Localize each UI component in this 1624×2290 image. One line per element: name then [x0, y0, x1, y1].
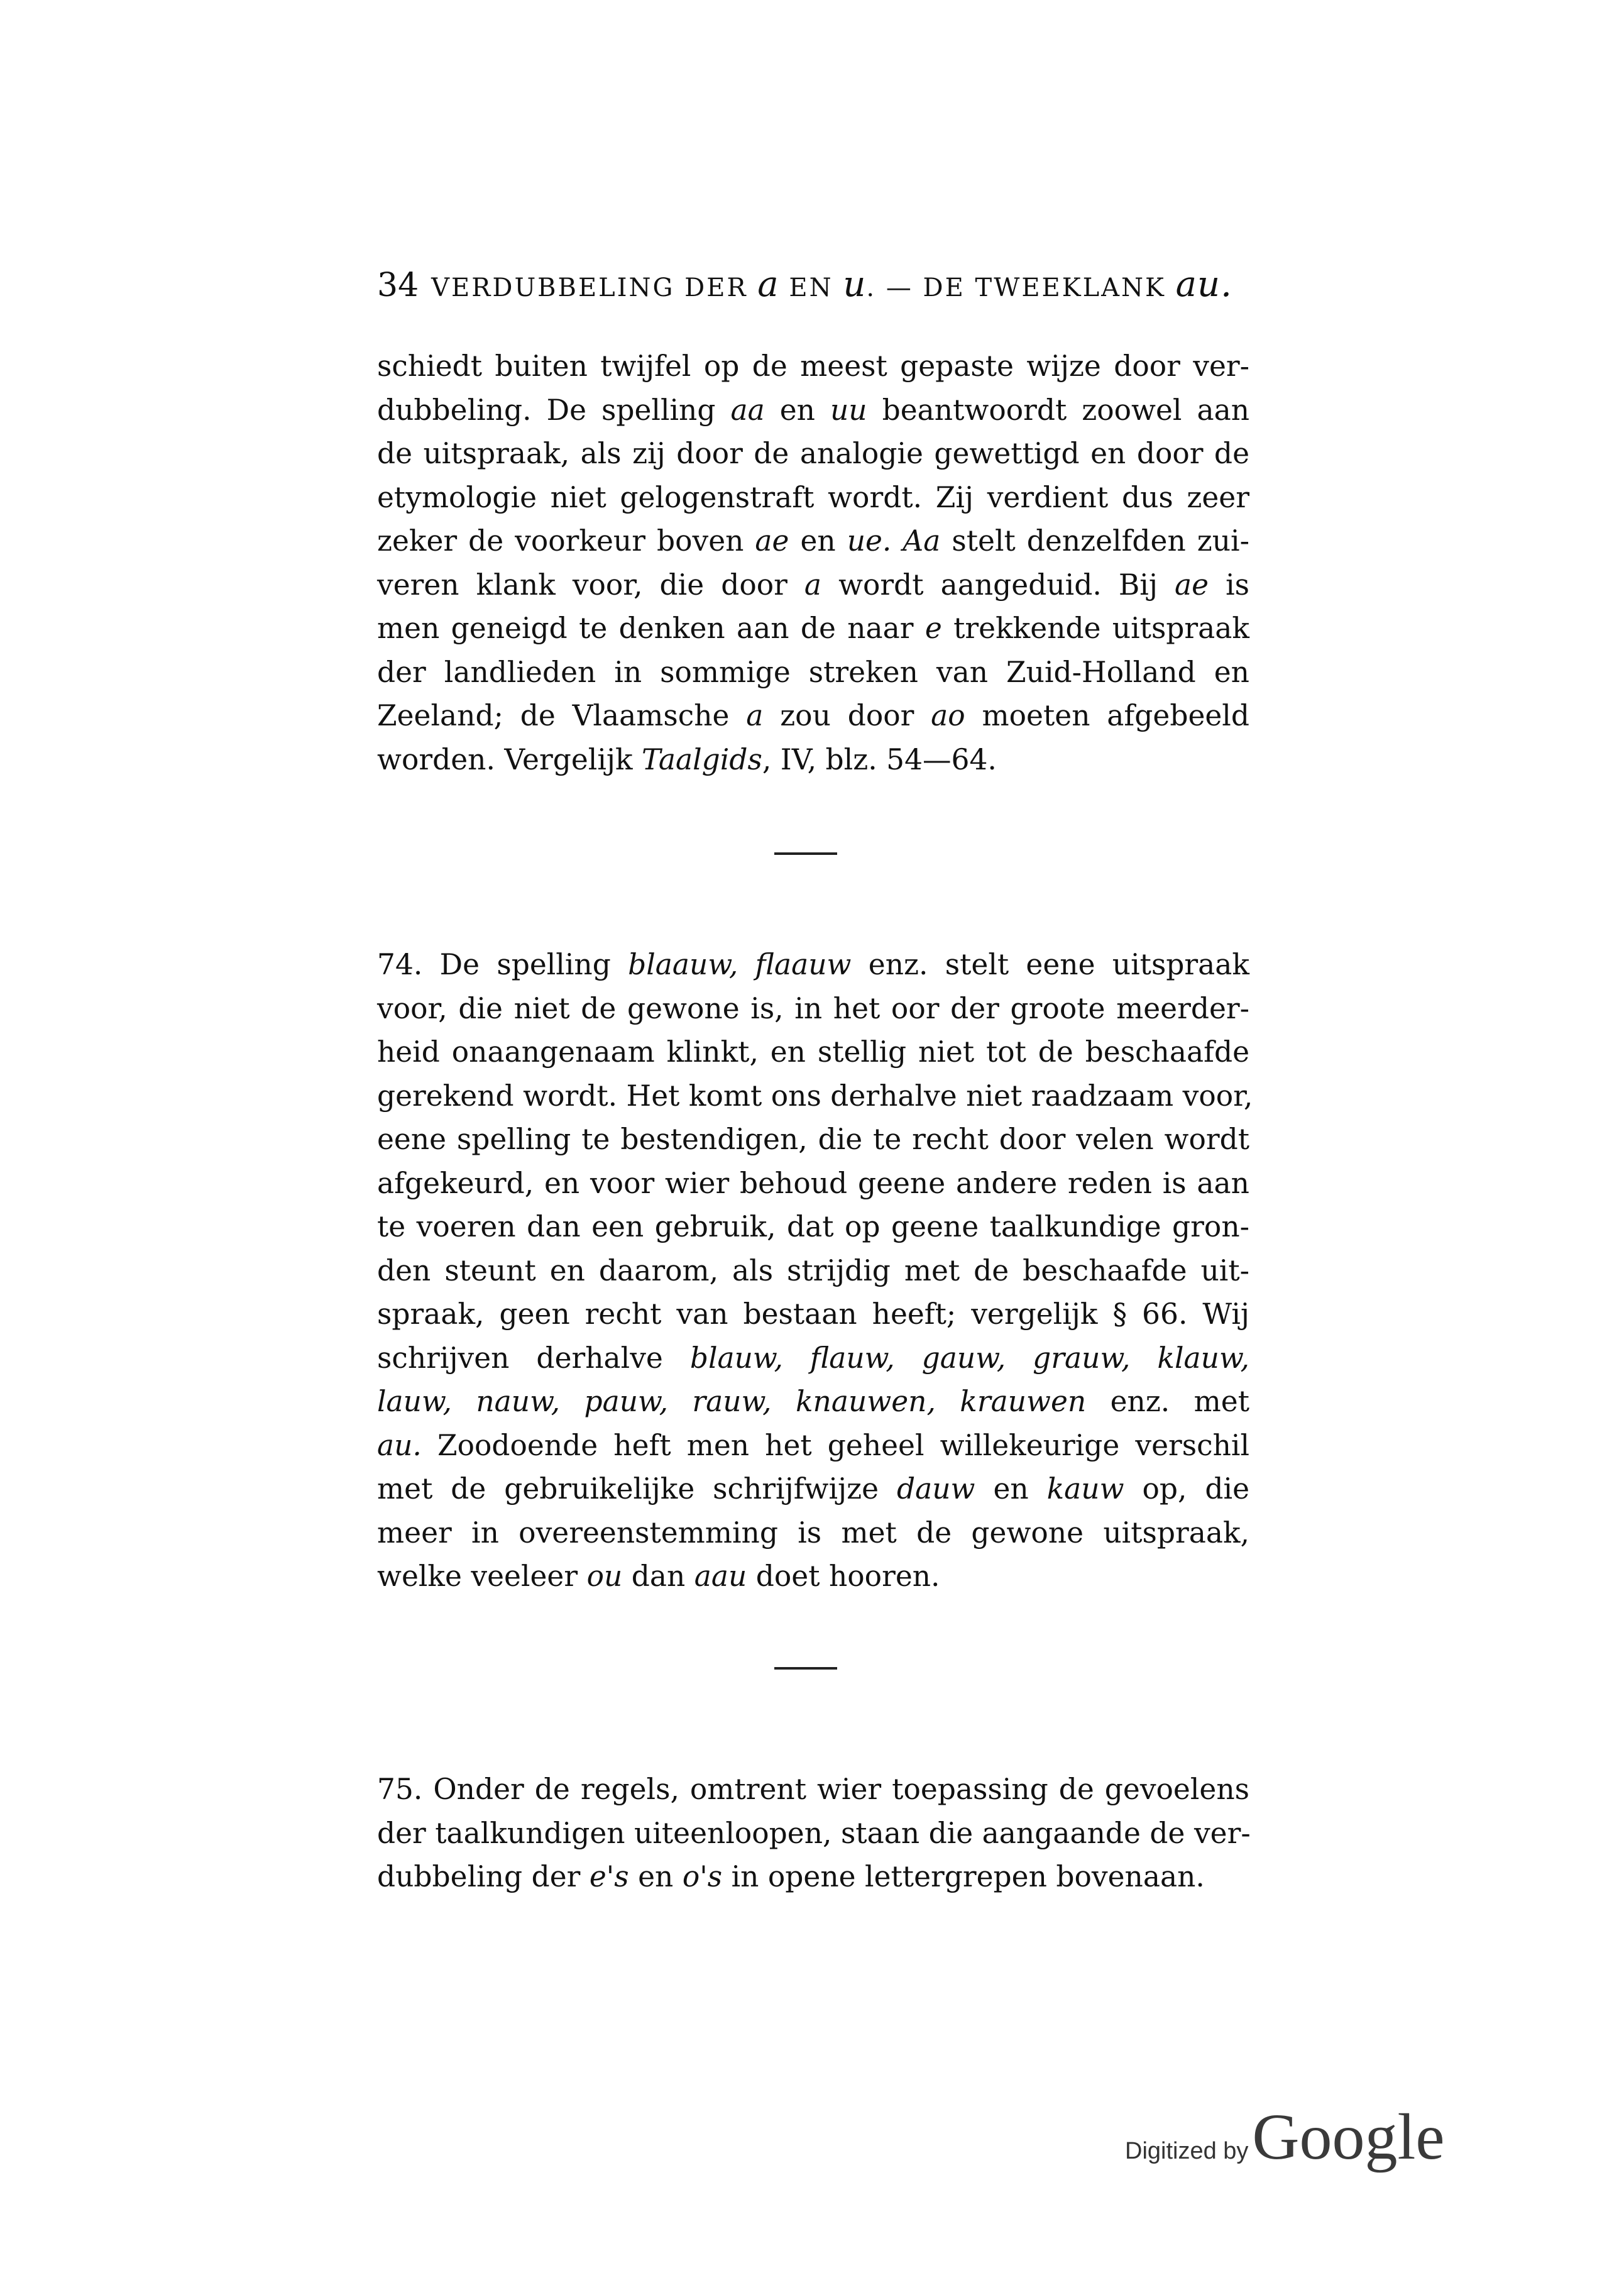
- text-line: spraak, geen recht van bestaan heeft; vergelijk § 66. Wij: [377, 1297, 1249, 1331]
- digitized-by-label: Digitized by: [1125, 2138, 1249, 2164]
- text-line: eene spelling te bestendigen, die te recht door velen wordt: [377, 1123, 1249, 1156]
- text-line: der taalkundigen uiteenloopen, staan die aangaande de ver-: [377, 1816, 1251, 1850]
- text-line: 75. Onder de regels, omtrent wier toepassing de gevoelens: [377, 1773, 1249, 1806]
- running-head-en: EN: [779, 273, 843, 302]
- text-line: veren klank voor, die door a wordt aangeduid. Bij ae is: [377, 568, 1249, 602]
- running-head-tweeklank: . — DE TWEEKLANK: [866, 273, 1176, 302]
- section-divider: [774, 1667, 837, 1670]
- paragraph-continuation: [377, 344, 1249, 781]
- running-head: [377, 264, 1232, 305]
- text-line: men geneigd te denken aan de naar e trekkende uitspraak: [377, 612, 1249, 645]
- text-line: de uitspraak, als zij door de analogie gewettigd en door de: [377, 437, 1249, 470]
- text-line: dubbeling. De spelling aa en uu beantwoordt zoowel aan: [377, 393, 1249, 427]
- text-line: der landlieden in sommige streken van Zuid-Holland en: [377, 655, 1249, 689]
- text-line: meer in overeenstemming is met de gewone uitspraak,: [377, 1516, 1249, 1550]
- page-number: 34: [377, 267, 419, 304]
- running-head-a: a: [757, 264, 779, 305]
- text-line: etymologie niet gelogenstraft wordt. Zij verdient dus zeer: [377, 480, 1249, 514]
- running-head-u: u: [843, 264, 867, 305]
- text-line: afgekeurd, en voor wier behoud geene andere reden is aan: [377, 1166, 1249, 1200]
- running-head-text: VERDUBBELING DER: [431, 273, 758, 302]
- text-line: met de gebruikelijke schrijfwijze dauw en kauw op, die: [377, 1472, 1249, 1506]
- paragraph-74: [377, 943, 1253, 1599]
- text-line: welke veeleer ou dan aau doet hooren.: [377, 1560, 940, 1593]
- text-line: den steunt en daarom, als strijdig met de beschaafde uit-: [377, 1253, 1249, 1287]
- paragraph-75: [377, 1768, 1249, 1899]
- text-line: voor, die niet de gewone is, in het oor der groote meerder-: [377, 991, 1249, 1025]
- text-line: gerekend wordt. Het komt ons derhalve niet raadzaam voor,: [377, 1079, 1253, 1113]
- text-line: worden. Vergelijk Taalgids, IV, blz. 54—64.: [377, 742, 997, 776]
- digitized-by-google-watermark: [1125, 2100, 1477, 2175]
- text-line: heid onaangenaam klinkt, en stellig niet tot de beschaafde: [377, 1035, 1249, 1069]
- text-line: dubbeling der e's en o's in opene lettergrepen bovenaan.: [377, 1860, 1205, 1893]
- text-line: schiedt buiten twijfel op de meest gepaste wijze door ver-: [377, 350, 1249, 383]
- google-logo: Google: [1252, 2101, 1445, 2173]
- text-line: zeker de voorkeur boven ae en ue. Aa stelt denzelfden zui-: [377, 524, 1249, 558]
- text-line: schrijven derhalve blauw, flauw, gauw, grauw, klauw,: [377, 1341, 1249, 1375]
- text-line: Zeeland; de Vlaamsche a zou door ao moeten afgebeeld: [377, 699, 1249, 732]
- text-line: 74. De spelling blaauw, flaauw enz. stelt eene uitspraak: [377, 948, 1249, 981]
- section-divider: [774, 852, 837, 855]
- running-head-au: au.: [1175, 264, 1232, 305]
- text-line: lauw, nauw, pauw, rauw, knauwen, krauwen enz. met: [377, 1385, 1249, 1418]
- text-line: te voeren dan een gebruik, dat op geene taalkundige gron-: [377, 1210, 1249, 1243]
- text-line: au. Zoodoende heft men het geheel willekeurige verschil: [377, 1428, 1249, 1462]
